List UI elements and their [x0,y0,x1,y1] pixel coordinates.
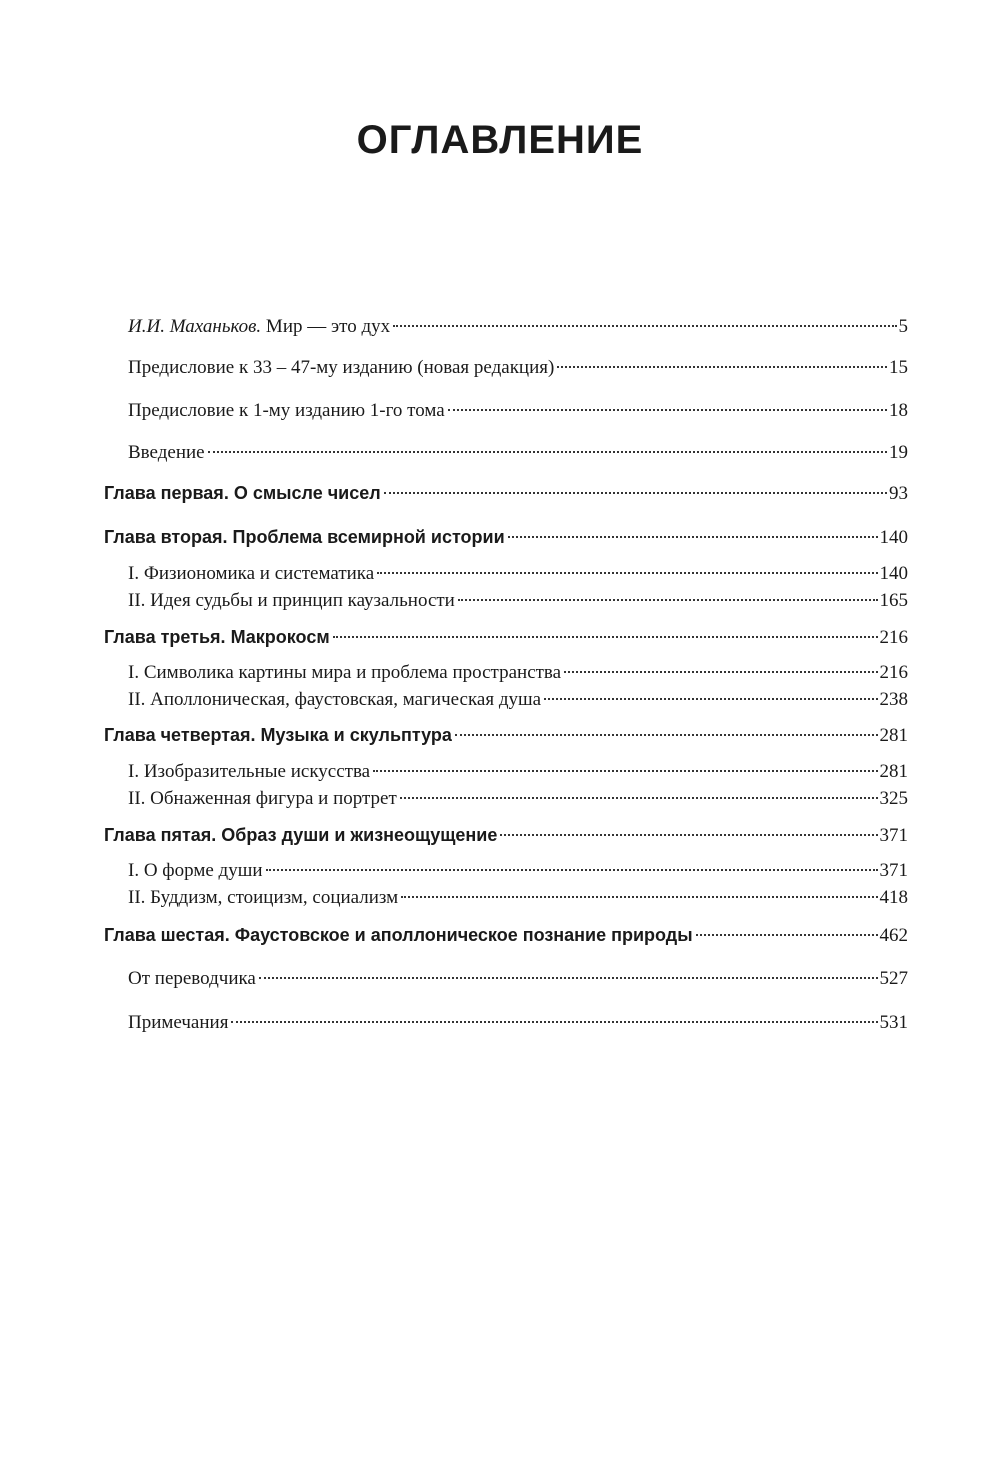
toc-entry-title: I. Изобразительные искусства [128,761,371,782]
toc-entry-page: 216 [879,627,908,648]
toc-section-2-1[interactable] [128,561,908,587]
toc-entry-page: 371 [879,825,908,846]
toc-section-4-2[interactable] [128,786,908,812]
toc-entry-foreword-makhankov[interactable] [128,314,908,340]
toc-section-2-2[interactable] [128,588,908,614]
dot-leader [564,671,877,673]
toc-entry-page: 281 [879,725,908,746]
toc-entry-page: 5 [898,316,908,337]
dot-leader [266,869,878,871]
page-title: ОГЛАВЛЕНИЕ [356,118,644,162]
toc-entry-title: I. Физиономика и систематика [128,563,375,584]
dot-leader [508,536,878,538]
toc-entry-page: 18 [889,400,908,421]
toc-entry-title: Введение [128,442,205,463]
toc-entry-page: 140 [879,563,908,584]
toc-entry-title: От переводчика [128,968,256,989]
toc-entry-title: II. Аполлоническая, фаустовская, магическая душа [128,689,542,710]
toc-entry-page: 325 [879,788,908,809]
dot-leader [384,492,887,494]
dot-leader [401,896,877,898]
toc-entry-page: 15 [889,357,908,378]
toc-entry-translator-note[interactable] [128,966,908,992]
dot-leader [393,325,896,327]
toc-entry-page: 93 [889,483,908,504]
toc-entry-page: 19 [889,442,908,463]
toc-chapter-title: Глава пятая. Образ души и жизнеощущение [104,825,498,845]
toc-entry-page: 238 [879,689,908,710]
toc-entry-notes[interactable] [128,1010,908,1036]
toc-entry-page: 531 [879,1012,908,1033]
dot-leader [696,934,878,936]
dot-leader [208,451,887,453]
toc-entry-label [128,314,390,340]
toc-chapter-3[interactable] [104,624,908,650]
dot-leader [333,636,878,638]
dot-leader [557,366,887,368]
toc-entry-page: 371 [879,860,908,881]
toc-entry-title: Мир — это дух [261,316,391,337]
toc-entry-title: I. Символика картины мира и проблема пространства [128,662,562,683]
toc-chapter-6[interactable] [104,922,908,948]
toc-section-5-1[interactable] [128,858,908,884]
dot-leader [377,572,877,574]
toc-entry-title: Предисловие к 33 – 47-му изданию (новая редакция) [128,357,555,378]
toc-entry-introduction[interactable] [128,440,908,466]
toc-section-3-2[interactable] [128,687,908,713]
toc-entry-title: I. О форме души [128,860,263,881]
toc-section-4-1[interactable] [128,759,908,785]
toc-entry-title: Примечания [128,1012,229,1033]
toc-entry-title: II. Идея судьбы и принцип каузальности [128,590,455,611]
toc-section-3-1[interactable] [128,660,908,686]
dot-leader [448,409,887,411]
toc-entry-preface-new-edition[interactable] [128,355,908,381]
toc-entry-page: 281 [879,761,908,782]
dot-leader [544,698,877,700]
toc-entry-title: II. Буддизм, стоицизм, социализм [128,887,399,908]
toc-entry-page: 527 [879,968,908,989]
toc-chapter-title: Глава вторая. Проблема всемирной истории [104,527,505,547]
dot-leader [373,770,877,772]
toc-chapter-title: Глава шестая. Фаустовское и аполлоническое познание природы [104,925,693,945]
toc-chapter-5[interactable] [104,822,908,848]
dot-leader [400,797,878,799]
toc-chapter-title: Глава четвертая. Музыка и скульптура [104,725,452,745]
toc-chapter-2[interactable] [104,524,908,550]
toc-entry-page: 140 [879,527,908,548]
toc-entry-title: Предисловие к 1-му изданию 1-го тома [128,400,445,421]
toc-chapter-4[interactable] [104,722,908,748]
toc-section-5-2[interactable] [128,885,908,911]
dot-leader [458,599,878,601]
dot-leader [231,1021,877,1023]
dot-leader [259,977,878,979]
toc-entry-page: 418 [879,887,908,908]
toc-entry-title: II. Обнаженная фигура и портрет [128,788,397,809]
toc-entry-page: 462 [879,925,908,946]
toc-chapter-title: Глава первая. О смысле чисел [104,483,381,503]
toc-entry-page: 165 [879,590,908,611]
toc-chapter-1[interactable] [104,480,908,506]
dot-leader [500,834,877,836]
toc-chapter-title: Глава третья. Макрокосм [104,627,330,647]
toc-entry-author: И.И. Маханьков. [128,316,262,337]
toc-entry-page: 216 [879,662,908,683]
toc-entry-preface-first-edition[interactable] [128,398,908,424]
dot-leader [455,734,878,736]
